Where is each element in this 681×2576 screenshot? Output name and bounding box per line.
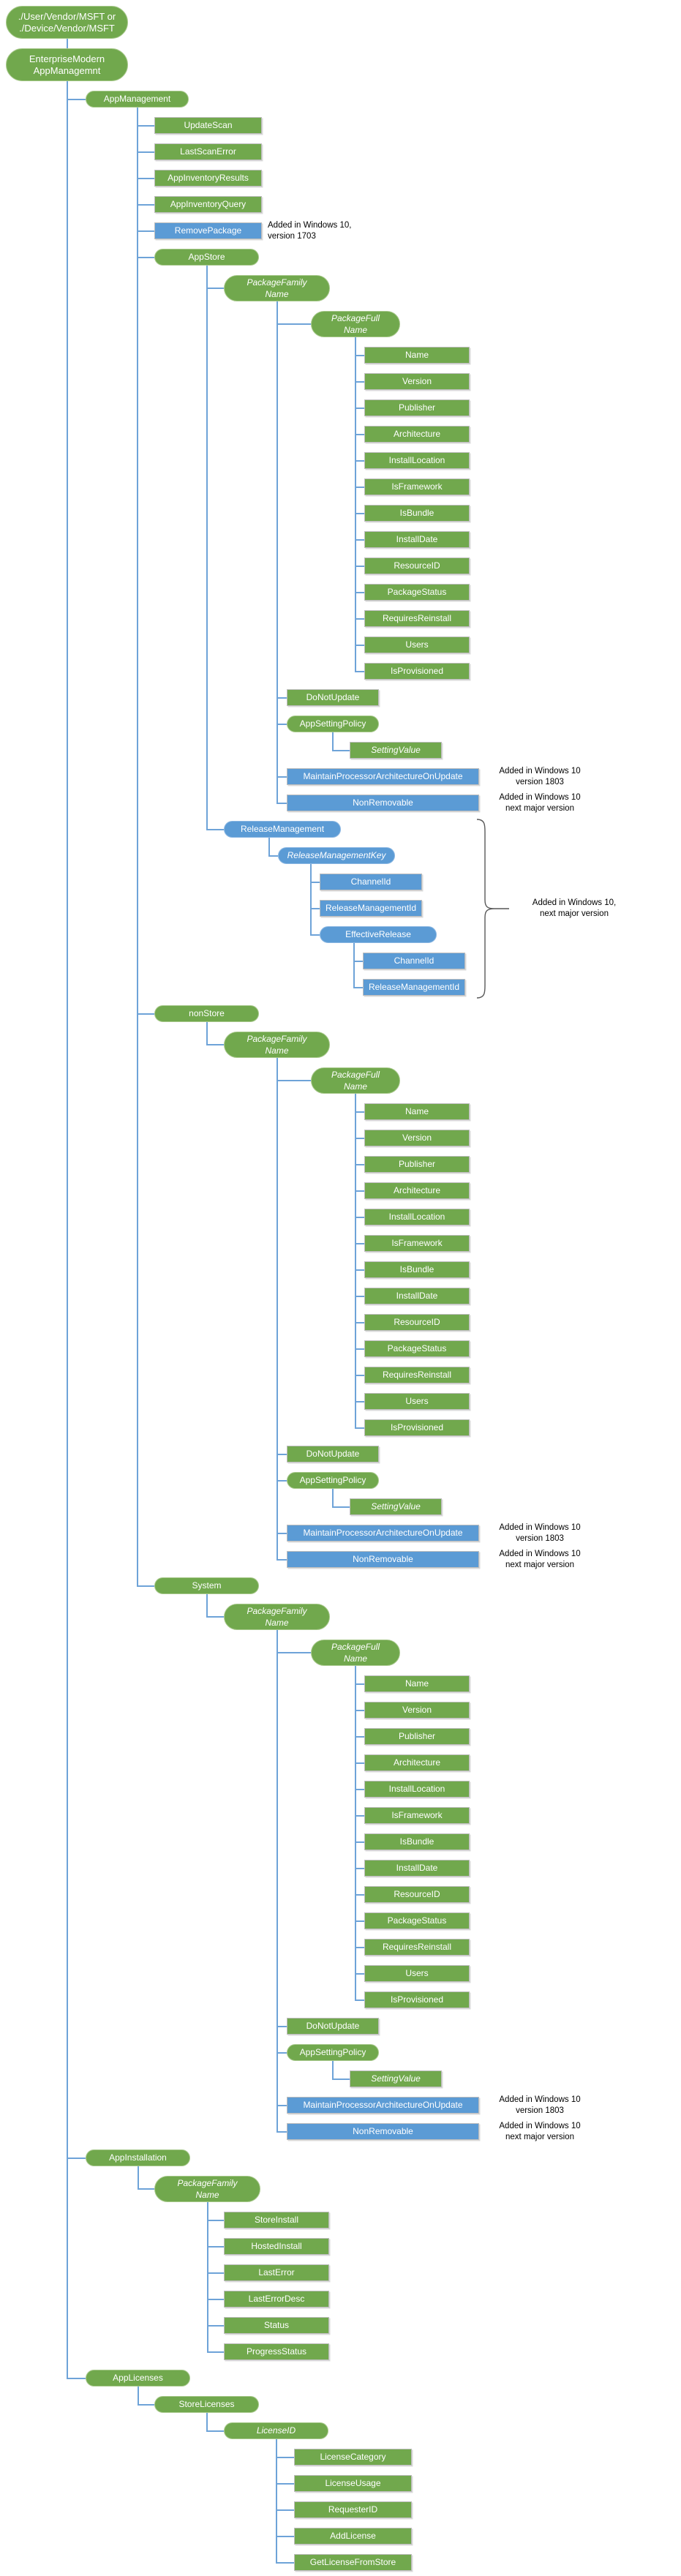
connector-stub	[355, 1269, 364, 1271]
connector-stub	[355, 592, 364, 593]
connector-stub	[355, 1375, 364, 1376]
connector-stub	[276, 2457, 295, 2458]
tree-node-version: Version	[364, 1130, 470, 1146]
tree-node-publisher: Publisher	[364, 399, 470, 416]
connector-stub	[138, 178, 155, 179]
tree-node-name: Name	[364, 347, 470, 364]
connector-stub	[277, 2026, 287, 2027]
connector-stub	[277, 1080, 312, 1081]
tree-node-architecture: Architecture	[364, 1754, 470, 1771]
tree-node-installlocation: InstallLocation	[364, 452, 470, 469]
tree-node-nonremovable: NonRemovable	[287, 2123, 479, 2140]
tree-node-packagestatus: PackageStatus	[364, 584, 470, 601]
connector-stub	[355, 1296, 364, 1297]
connector-spine	[276, 1630, 278, 2133]
connector-spine	[353, 943, 355, 988]
connector-stub	[355, 1920, 364, 1922]
tree-node-lastscanerror: LastScanError	[154, 143, 262, 160]
tree-node-channelid: ChannelId	[363, 953, 465, 969]
connector-spine	[268, 838, 270, 857]
annotation-added-in-windows-10-version-1703: Added in Windows 10, version 1703	[268, 220, 352, 241]
tree-node-packagefamily-name: PackageFamily Name	[154, 2176, 260, 2202]
connector-spine	[67, 81, 68, 2379]
connector-stub	[355, 1815, 364, 1817]
tree-node-licensecategory: LicenseCategory	[294, 2449, 412, 2466]
connector-stub	[355, 434, 364, 435]
annotation-added-in-windows-10-version-1803: Added in Windows 10 version 1803	[499, 766, 581, 786]
tree-node-packagefamily-name: PackageFamily Name	[224, 275, 330, 301]
connector-stub	[277, 2131, 287, 2133]
connector-stub	[277, 2105, 287, 2106]
connector-stub	[276, 2483, 295, 2485]
connector-stub	[207, 1044, 225, 1045]
connector-stub	[277, 724, 287, 725]
tree-node-installdate: InstallDate	[364, 531, 470, 548]
tree-node-appsettingpolicy: AppSettingPolicy	[287, 1472, 379, 1489]
tree-node-releasemanagementkey: ReleaseManagementKey	[278, 847, 395, 864]
connector-stub	[208, 2325, 225, 2327]
connector-stub	[355, 1243, 364, 1244]
connector-stub	[207, 829, 225, 830]
tree-node-isbundle: IsBundle	[364, 505, 470, 522]
connector-stub	[138, 2404, 155, 2406]
connector-spine	[207, 2202, 208, 2353]
connector-stub	[208, 2246, 225, 2248]
tree-node-donotupdate: DoNotUpdate	[287, 1446, 379, 1462]
connector-stub	[276, 2562, 295, 2564]
connector-stub	[355, 1973, 364, 1975]
connector-spine	[332, 1489, 334, 1508]
connector-stub	[207, 1616, 225, 1618]
connector-stub	[67, 2378, 86, 2379]
tree-node-installdate: InstallDate	[364, 1860, 470, 1877]
annotation-added-in-windows-10-next-major-version: Added in Windows 10 next major version	[499, 792, 581, 813]
connector-stub	[277, 697, 287, 699]
tree-node-progressstatus: ProgressStatus	[224, 2343, 329, 2360]
connector-stub	[277, 1454, 287, 1455]
connector-stub	[208, 2220, 225, 2221]
tree-node-lasterror: LastError	[224, 2264, 329, 2281]
connector-stub	[207, 2430, 225, 2432]
brace-dash-line	[494, 908, 509, 909]
tree-node-nonremovable: NonRemovable	[287, 1551, 479, 1568]
tree-node-releasemanagement: ReleaseManagement	[224, 821, 341, 838]
connector-stub	[355, 381, 364, 383]
connector-spine	[355, 1666, 356, 2001]
connector-spine	[332, 2061, 334, 2080]
connector-spine	[206, 2413, 208, 2432]
tree-node-updatescan: UpdateScan	[154, 117, 262, 134]
tree-node-packagefull-name: PackageFull Name	[311, 311, 400, 337]
connector-stub	[355, 645, 364, 646]
connector-stub	[138, 2188, 155, 2190]
connector-stub	[277, 2052, 287, 2054]
tree-node-storeinstall: StoreInstall	[224, 2212, 329, 2228]
tree-node-requiresreinstall: RequiresReinstall	[364, 1939, 470, 1956]
connector-stub	[355, 1868, 364, 1869]
connector-spine	[206, 1594, 208, 1618]
tree-node-packagefull-name: PackageFull Name	[311, 1067, 400, 1094]
tree-node-maintainprocessorarchitectureonupdate: MaintainProcessorArchitectureOnUpdate	[287, 2097, 479, 2114]
connector-stub	[355, 487, 364, 488]
connector-stub	[355, 539, 364, 541]
connector-stub	[138, 1585, 155, 1587]
tree-node-settingvalue: SettingValue	[350, 1498, 442, 1515]
connector-stub	[311, 882, 320, 883]
tree-node-installlocation: InstallLocation	[364, 1209, 470, 1225]
tree-node-donotupdate: DoNotUpdate	[287, 689, 379, 706]
tree-node-publisher: Publisher	[364, 1728, 470, 1745]
tree-node-isprovisioned: IsProvisioned	[364, 663, 470, 680]
tree-node-licenseid: LicenseID	[224, 2422, 328, 2439]
tree-node-resourceid: ResourceID	[364, 1314, 470, 1331]
tree-node-users: Users	[364, 637, 470, 653]
tree-node-donotupdate: DoNotUpdate	[287, 2018, 379, 2035]
tree-node-settingvalue: SettingValue	[350, 742, 442, 759]
connector-stub	[355, 1710, 364, 1711]
tree-node-users: Users	[364, 1965, 470, 1982]
connector-stub	[355, 460, 364, 462]
annotation-added-in-windows-10-next-major-version: Added in Windows 10 next major version	[499, 1549, 581, 1569]
connector-stub	[277, 1652, 312, 1653]
connector-stub	[311, 908, 320, 909]
tree-node-isframework: IsFramework	[364, 1807, 470, 1824]
tree-node-isframework: IsFramework	[364, 1235, 470, 1252]
tree-node-enterprisemodern-appmanagemnt: EnterpriseModern AppManagemnt	[6, 48, 128, 81]
tree-node-settingvalue: SettingValue	[350, 2070, 442, 2087]
connector-stub	[277, 1559, 287, 1561]
tree-node-user-vendor-msft-or-device-vendor-msft: ./User/Vendor/MSFT or ./Device/Vendor/MSFT	[6, 6, 128, 39]
connector-stub	[138, 204, 155, 206]
tree-node-addlicense: AddLicense	[294, 2528, 412, 2545]
connector-stub	[355, 566, 364, 567]
connector-spine	[206, 1022, 208, 1045]
tree-node-lasterrordesc: LastErrorDesc	[224, 2291, 329, 2307]
tree-node-getlicensefromstore: GetLicenseFromStore	[294, 2554, 412, 2571]
tree-node-architecture: Architecture	[364, 1182, 470, 1199]
connector-stub	[138, 125, 155, 127]
connector-stub	[354, 961, 363, 962]
annotation-added-in-windows-10-version-1803: Added in Windows 10 version 1803	[499, 1522, 581, 1543]
tree-node-installlocation: InstallLocation	[364, 1781, 470, 1798]
connector-stub	[355, 513, 364, 514]
tree-node-installdate: InstallDate	[364, 1288, 470, 1304]
connector-stub	[355, 1217, 364, 1218]
connector-stub	[355, 1164, 364, 1165]
connector-stub	[333, 2079, 350, 2080]
connector-spine	[276, 1058, 278, 1561]
connector-stub	[355, 671, 364, 672]
connector-stub	[277, 323, 312, 325]
tree-node-nonremovable: NonRemovable	[287, 795, 479, 811]
tree-node-isprovisioned: IsProvisioned	[364, 1419, 470, 1436]
connector-stub	[355, 1427, 364, 1429]
tree-node-isframework: IsFramework	[364, 478, 470, 495]
connector-stub	[276, 2536, 295, 2537]
connector-stub	[277, 1480, 287, 1482]
connector-stub	[355, 1947, 364, 1948]
connector-stub	[355, 1322, 364, 1323]
tree-node-version: Version	[364, 1702, 470, 1719]
connector-stub	[355, 1190, 364, 1192]
tree-node-maintainprocessorarchitectureonupdate: MaintainProcessorArchitectureOnUpdate	[287, 1525, 479, 1542]
connector-stub	[208, 2272, 225, 2274]
tree-node-packagefull-name: PackageFull Name	[311, 1640, 400, 1666]
connector-stub	[208, 2351, 225, 2353]
tree-node-appstore: AppStore	[154, 249, 259, 266]
connector-stub	[277, 803, 287, 804]
annotation-added-in-windows-10-version-1803: Added in Windows 10 version 1803	[499, 2095, 581, 2115]
tree-node-nonstore: nonStore	[154, 1005, 259, 1022]
connector-stub	[354, 987, 363, 988]
connector-spine	[355, 337, 356, 672]
connector-stub	[269, 855, 278, 857]
connector-stub	[277, 776, 287, 778]
connector-stub	[355, 408, 364, 409]
connector-stub	[207, 288, 225, 289]
annotation-added-in-windows-10-next-major-version: Added in Windows 10, next major version	[532, 898, 617, 918]
connector-stub	[138, 1013, 155, 1015]
tree-node-appsettingpolicy: AppSettingPolicy	[287, 716, 379, 732]
connector-spine	[206, 266, 208, 830]
connector-stub	[355, 618, 364, 620]
tree-node-releasemanagementid: ReleaseManagementId	[363, 979, 465, 996]
connector-stub	[355, 1762, 364, 1764]
tree-node-hostedinstall: HostedInstall	[224, 2238, 329, 2255]
tree-node-resourceid: ResourceID	[364, 557, 470, 574]
connector-stub	[333, 750, 350, 751]
tree-node-channelid: ChannelId	[320, 874, 422, 890]
connector-stub	[355, 1789, 364, 1790]
tree-node-maintainprocessorarchitectureonupdate: MaintainProcessorArchitectureOnUpdate	[287, 768, 479, 785]
tree-node-appsettingpolicy: AppSettingPolicy	[287, 2044, 379, 2061]
connector-stub	[67, 2158, 86, 2159]
connector-stub	[277, 1533, 287, 1534]
connector-stub	[138, 151, 155, 153]
tree-node-isbundle: IsBundle	[364, 1261, 470, 1278]
tree-node-users: Users	[364, 1393, 470, 1410]
connector-spine	[138, 2387, 139, 2406]
tree-node-status: Status	[224, 2317, 329, 2334]
tree-node-removepackage: RemovePackage	[154, 222, 262, 239]
connector-stub	[311, 934, 320, 936]
tree-node-appinstallation: AppInstallation	[86, 2149, 190, 2166]
connector-spine	[137, 108, 138, 1587]
connector-stub	[355, 355, 364, 356]
connector-stub	[138, 230, 155, 232]
tree-node-version: Version	[364, 373, 470, 390]
tree-node-storelicenses: StoreLicenses	[154, 2396, 259, 2413]
connector-stub	[333, 1506, 350, 1508]
tree-node-packagestatus: PackageStatus	[364, 1912, 470, 1929]
tree-node-name: Name	[364, 1675, 470, 1692]
connector-stub	[355, 1348, 364, 1350]
tree-node-isbundle: IsBundle	[364, 1833, 470, 1850]
tree-node-isprovisioned: IsProvisioned	[364, 1991, 470, 2008]
tree-node-system: System	[154, 1577, 259, 1594]
connector-parent-child	[67, 39, 68, 48]
connector-spine	[310, 864, 312, 936]
tree-node-packagefamily-name: PackageFamily Name	[224, 1604, 330, 1630]
tree-node-appinventoryresults: AppInventoryResults	[154, 170, 262, 187]
connector-stub	[208, 2299, 225, 2300]
connector-stub	[276, 2509, 295, 2511]
tree-node-name: Name	[364, 1103, 470, 1120]
tree-node-requiresreinstall: RequiresReinstall	[364, 1367, 470, 1383]
tree-node-appinventoryquery: AppInventoryQuery	[154, 196, 262, 213]
connector-stub	[355, 1736, 364, 1738]
tree-node-resourceid: ResourceID	[364, 1886, 470, 1903]
tree-node-appmanagement: AppManagement	[86, 91, 189, 108]
connector-stub	[355, 1894, 364, 1896]
tree-node-licenseusage: LicenseUsage	[294, 2475, 412, 2492]
connector-stub	[355, 1999, 364, 2001]
tree-node-requiresreinstall: RequiresReinstall	[364, 610, 470, 627]
tree-node-packagefamily-name: PackageFamily Name	[224, 1032, 330, 1058]
tree-node-requesterid: RequesterID	[294, 2501, 412, 2518]
tree-node-releasemanagementid: ReleaseManagementId	[320, 900, 422, 917]
connector-stub	[355, 1138, 364, 1139]
connector-stub	[355, 1683, 364, 1685]
connector-spine	[332, 732, 334, 751]
connector-spine	[355, 1094, 356, 1429]
tree-node-architecture: Architecture	[364, 426, 470, 443]
connector-spine	[276, 301, 278, 804]
tree-node-applicenses: AppLicenses	[86, 2370, 190, 2387]
tree-node-effectiverelease: EffectiveRelease	[320, 926, 437, 943]
connector-stub	[355, 1841, 364, 1843]
connector-stub	[138, 257, 155, 258]
connector-spine	[138, 2166, 139, 2190]
tree-node-publisher: Publisher	[364, 1156, 470, 1173]
tree-node-packagestatus: PackageStatus	[364, 1340, 470, 1357]
connector-stub	[355, 1111, 364, 1113]
connector-stub	[355, 1401, 364, 1402]
annotation-added-in-windows-10-next-major-version: Added in Windows 10 next major version	[499, 2121, 581, 2141]
connector-stub	[67, 99, 86, 100]
